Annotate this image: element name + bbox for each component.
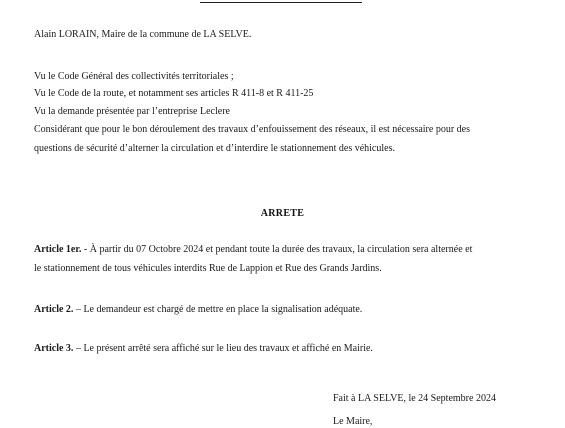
article-1-label: Article 1er. xyxy=(34,244,82,255)
article-2-text: – Le demandeur est chargé de mettre en place la signalisation adéquate. xyxy=(73,304,363,315)
article-1-text-1: - À partir du 07 Octobre 2024 et pendant toute la durée des travaux, la circulation sera alternée et xyxy=(81,244,473,255)
article-3-line xyxy=(34,343,373,355)
consideration-line-5: questions de sécurité d’alterner la circulation et d’interdire le stationnement des véhicules. xyxy=(34,143,395,154)
mayor-line: Alain LORAIN, Maire de la commune de LA SELVE. xyxy=(34,29,252,40)
signature-place-date: Fait à LA SELVE, le 24 Septembre 2024 xyxy=(333,393,496,404)
article-2-line xyxy=(34,304,362,316)
article-2-label: Article 2. xyxy=(34,304,74,315)
header-rule xyxy=(200,0,362,3)
decree-title: ARRETE xyxy=(260,208,305,219)
article-3-label: Article 3. xyxy=(34,343,74,354)
consideration-line-3: Vu la demande présentée par l’entreprise Leclere xyxy=(34,106,230,117)
article-1-line-1 xyxy=(34,244,472,256)
signature-mayor-partial: Le Maire, xyxy=(333,416,373,427)
article-1-line-2: le stationnement de tous véhicules interdits Rue de Lappion et Rue des Grands Jardins. xyxy=(34,263,382,274)
consideration-line-4: Considérant que pour le bon déroulement des travaux d’enfouissement des réseaux, il est nécessaire pour des xyxy=(34,124,470,135)
consideration-line-1: Vu le Code Général des collectivités territoriales ; xyxy=(34,71,234,82)
article-3-text: – Le présent arrêté sera affiché sur le lieu des travaux et affiché en Mairie. xyxy=(73,343,373,354)
consideration-line-2: Vu le Code de la route, et notamment ses articles R 411-8 et R 411-25 xyxy=(34,88,314,99)
